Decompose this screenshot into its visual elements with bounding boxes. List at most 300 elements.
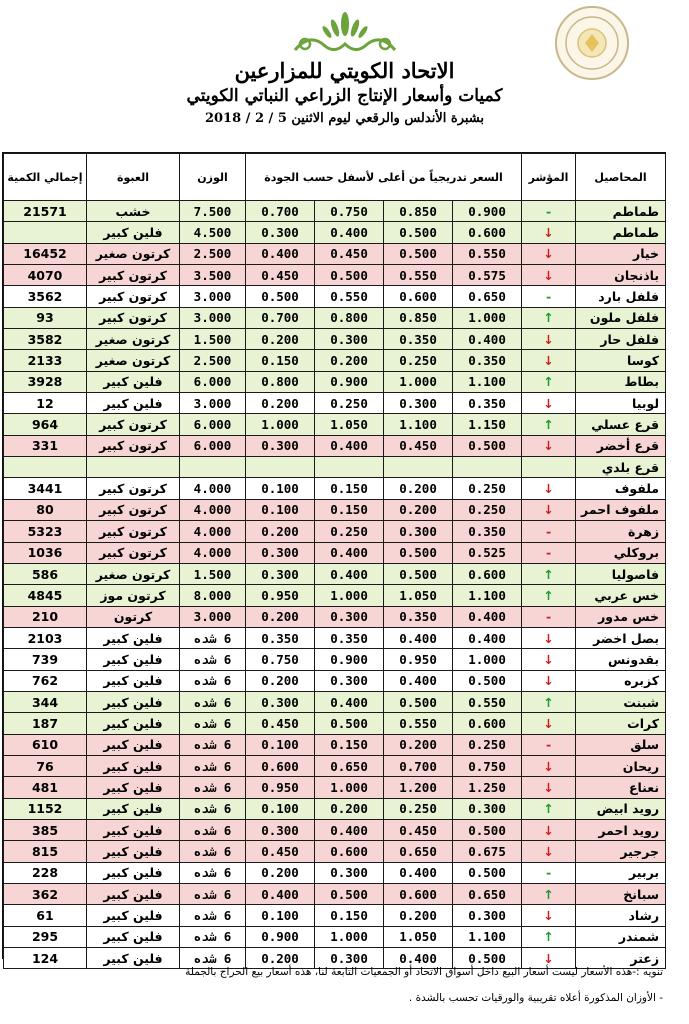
cell-weight: 6 شده — [180, 713, 246, 734]
cell-weight: 6.000 — [180, 371, 246, 392]
cell-price-4: 0.200 — [246, 948, 315, 969]
table-header-row — [4, 154, 666, 201]
cell-crop: ملفوف — [576, 478, 666, 499]
cell-price-2: 0.950 — [384, 649, 453, 670]
cell-weight: 3.000 — [180, 286, 246, 307]
cell-price-1: 1.150 — [453, 414, 522, 435]
cell-weight: 6 شده — [180, 841, 246, 862]
cell-price-1: 0.250 — [453, 499, 522, 520]
cell-price-4: 0.900 — [246, 926, 315, 947]
cell-total-quantity: 210 — [4, 606, 87, 627]
cell-crop: قرع بلدي — [576, 457, 666, 478]
cell-weight: 6 شده — [180, 734, 246, 755]
cell-indicator: ↑ — [522, 798, 576, 819]
cell-crop: قرع أخضر — [576, 435, 666, 456]
cell-price-1: 0.600 — [453, 713, 522, 734]
cell-total-quantity — [4, 222, 87, 243]
cell-weight: 4.500 — [180, 222, 246, 243]
cell-price-2: 0.550 — [384, 265, 453, 286]
cell-price-3: 0.450 — [315, 243, 384, 264]
price-table — [3, 153, 666, 969]
cell-crop: ملفوف احمر — [576, 499, 666, 520]
cell-price-1: 1.100 — [453, 926, 522, 947]
cell-price-4: 0.100 — [246, 798, 315, 819]
cell-weight: 6 شده — [180, 777, 246, 798]
cell-price-2: 0.500 — [384, 542, 453, 563]
cell-price-1: 0.400 — [453, 329, 522, 350]
table-row — [4, 755, 666, 776]
cell-price-1: 0.350 — [453, 350, 522, 371]
cell-weight: 6 شده — [180, 798, 246, 819]
cell-crop: بصل اخضر — [576, 627, 666, 648]
cell-weight: 6 شده — [180, 926, 246, 947]
cell-price-1: 0.750 — [453, 755, 522, 776]
cell-weight: 6 شده — [180, 905, 246, 926]
cell-price-4: 0.200 — [246, 606, 315, 627]
cell-weight: 6.000 — [180, 435, 246, 456]
cell-crop: فلفل بارد — [576, 286, 666, 307]
cell-price-2: 0.500 — [384, 243, 453, 264]
cell-crop: بروكلي — [576, 542, 666, 563]
cell-indicator: - — [522, 201, 576, 222]
cell-price-4: 0.300 — [246, 819, 315, 840]
cell-total-quantity: 3582 — [4, 329, 87, 350]
cell-indicator: - — [522, 734, 576, 755]
table-row — [4, 884, 666, 905]
cell-package: فلين كبير — [87, 948, 180, 969]
cell-price-4: 0.100 — [246, 905, 315, 926]
cell-weight: 1.500 — [180, 563, 246, 584]
cell-price-2: 0.300 — [384, 393, 453, 414]
cell-package: كرتون كبير — [87, 542, 180, 563]
cell-price-4: 0.100 — [246, 734, 315, 755]
cell-price-2: 0.500 — [384, 691, 453, 712]
cell-price-3: 0.900 — [315, 649, 384, 670]
cell-indicator: - — [522, 606, 576, 627]
cell-package: كرتون كبير — [87, 521, 180, 542]
header-indicator: المؤشر — [522, 154, 576, 201]
table-row — [4, 478, 666, 499]
cell-price-1: 0.300 — [453, 905, 522, 926]
cell-package: فلين كبير — [87, 371, 180, 392]
cell-price-2: 0.450 — [384, 819, 453, 840]
cell-price-1: 0.550 — [453, 691, 522, 712]
cell-price-2 — [384, 457, 453, 478]
table-row — [4, 286, 666, 307]
cell-crop: رويد ابيض — [576, 798, 666, 819]
cell-total-quantity: 610 — [4, 734, 87, 755]
cell-price-3: 0.200 — [315, 350, 384, 371]
cell-total-quantity: 739 — [4, 649, 87, 670]
cell-price-2: 0.850 — [384, 307, 453, 328]
cell-price-2: 0.200 — [384, 478, 453, 499]
table-row — [4, 691, 666, 712]
cell-crop: فلفل حار — [576, 329, 666, 350]
cell-indicator: ↓ — [522, 713, 576, 734]
cell-price-4: 0.750 — [246, 649, 315, 670]
cell-price-3: 0.500 — [315, 713, 384, 734]
cell-price-2: 0.850 — [384, 201, 453, 222]
cell-package: فلين كبير — [87, 691, 180, 712]
cell-indicator: - — [522, 286, 576, 307]
cell-price-3: 0.400 — [315, 542, 384, 563]
cell-price-4: 0.150 — [246, 350, 315, 371]
cell-package: فلين كبير — [87, 734, 180, 755]
cell-weight: 8.000 — [180, 585, 246, 606]
cell-crop: رويد احمر — [576, 819, 666, 840]
cell-price-2: 0.600 — [384, 286, 453, 307]
cell-price-4: 0.700 — [246, 307, 315, 328]
cell-total-quantity: 762 — [4, 670, 87, 691]
cell-price-2: 0.600 — [384, 884, 453, 905]
cell-package: فلين كبير — [87, 798, 180, 819]
cell-package: كرتون — [87, 606, 180, 627]
cell-price-1: 0.675 — [453, 841, 522, 862]
cell-package: خشب — [87, 201, 180, 222]
table-row — [4, 606, 666, 627]
cell-weight: 6 شده — [180, 948, 246, 969]
cell-price-1: 0.500 — [453, 670, 522, 691]
cell-weight: 4.000 — [180, 542, 246, 563]
cell-total-quantity — [4, 457, 87, 478]
cell-package: كرتون كبير — [87, 286, 180, 307]
cell-price-2: 0.550 — [384, 713, 453, 734]
cell-indicator: ↑ — [522, 926, 576, 947]
cell-package: كرتون صغير — [87, 563, 180, 584]
cell-price-3 — [315, 457, 384, 478]
cell-weight: 3.000 — [180, 606, 246, 627]
cell-price-4: 0.300 — [246, 542, 315, 563]
cell-price-2: 1.050 — [384, 926, 453, 947]
cell-price-2: 0.350 — [384, 329, 453, 350]
cell-total-quantity: 964 — [4, 414, 87, 435]
cell-price-2: 0.300 — [384, 521, 453, 542]
cell-price-3: 0.250 — [315, 393, 384, 414]
cell-price-2: 0.200 — [384, 905, 453, 926]
table-row — [4, 926, 666, 947]
cell-price-1: 0.900 — [453, 201, 522, 222]
cell-package: كرتون كبير — [87, 307, 180, 328]
cell-price-1: 1.250 — [453, 777, 522, 798]
cell-crop: فلفل ملون — [576, 307, 666, 328]
cell-price-1: 0.600 — [453, 563, 522, 584]
cell-indicator: ↑ — [522, 307, 576, 328]
cell-crop: كرات — [576, 713, 666, 734]
table-row — [4, 521, 666, 542]
table-row — [4, 627, 666, 648]
cell-price-4: 0.800 — [246, 371, 315, 392]
cell-price-3: 0.500 — [315, 884, 384, 905]
cell-price-4: 0.100 — [246, 499, 315, 520]
cell-total-quantity: 344 — [4, 691, 87, 712]
cell-price-4 — [246, 457, 315, 478]
cell-package: كرتون كبير — [87, 478, 180, 499]
cell-price-2: 1.200 — [384, 777, 453, 798]
table-row — [4, 713, 666, 734]
table-row — [4, 798, 666, 819]
cell-indicator: ↑ — [522, 414, 576, 435]
cell-package: كرتون كبير — [87, 499, 180, 520]
cell-price-4: 0.300 — [246, 691, 315, 712]
table-row — [4, 649, 666, 670]
cell-price-1: 1.000 — [453, 307, 522, 328]
cell-total-quantity: 2103 — [4, 627, 87, 648]
cell-weight: 1.500 — [180, 329, 246, 350]
cell-crop: سبانخ — [576, 884, 666, 905]
cell-indicator: ↓ — [522, 499, 576, 520]
cell-crop: سلق — [576, 734, 666, 755]
cell-package: فلين كبير — [87, 905, 180, 926]
cell-price-4: 0.200 — [246, 393, 315, 414]
cell-package: فلين كبير — [87, 819, 180, 840]
cell-price-4: 0.950 — [246, 585, 315, 606]
cell-price-1: 0.500 — [453, 862, 522, 883]
cell-price-4: 0.400 — [246, 884, 315, 905]
table-row — [4, 350, 666, 371]
cell-indicator: ↑ — [522, 563, 576, 584]
table-row — [4, 563, 666, 584]
cell-crop: بقدونس — [576, 649, 666, 670]
table-row — [4, 499, 666, 520]
cell-crop: خيار — [576, 243, 666, 264]
table-row — [4, 905, 666, 926]
table-body — [4, 201, 666, 969]
cell-total-quantity: 5323 — [4, 521, 87, 542]
cell-total-quantity: 4070 — [4, 265, 87, 286]
cell-total-quantity: 1036 — [4, 542, 87, 563]
table-row — [4, 734, 666, 755]
header-package: العبوة — [87, 154, 180, 201]
cell-weight: 6 شده — [180, 819, 246, 840]
cell-indicator: ↓ — [522, 478, 576, 499]
cell-package: كرتون صغير — [87, 243, 180, 264]
cell-total-quantity: 76 — [4, 755, 87, 776]
cell-package: فلين كبير — [87, 777, 180, 798]
cell-weight: 4.000 — [180, 521, 246, 542]
cell-price-4: 0.200 — [246, 670, 315, 691]
cell-indicator: ↑ — [522, 371, 576, 392]
table-row — [4, 542, 666, 563]
cell-total-quantity: 815 — [4, 841, 87, 862]
cell-price-3: 0.750 — [315, 201, 384, 222]
cell-total-quantity: 1152 — [4, 798, 87, 819]
cell-price-1: 0.500 — [453, 819, 522, 840]
header-crop: المحاصيل — [576, 154, 666, 201]
cell-price-3: 0.300 — [315, 329, 384, 350]
cell-price-3: 0.400 — [315, 819, 384, 840]
cell-price-3: 0.400 — [315, 691, 384, 712]
cell-weight: 7.500 — [180, 201, 246, 222]
cell-weight: 3.000 — [180, 307, 246, 328]
cell-total-quantity: 331 — [4, 435, 87, 456]
cell-weight: 3.500 — [180, 265, 246, 286]
cell-package: كرتون موز — [87, 585, 180, 606]
cell-indicator: ↓ — [522, 755, 576, 776]
cell-crop: باذنجان — [576, 265, 666, 286]
cell-total-quantity: 2133 — [4, 350, 87, 371]
cell-crop: زهرة — [576, 521, 666, 542]
cell-crop: زعتر — [576, 948, 666, 969]
cell-price-1: 0.525 — [453, 542, 522, 563]
cell-crop: طماطم — [576, 201, 666, 222]
cell-price-4: 0.350 — [246, 627, 315, 648]
cell-price-4: 1.000 — [246, 414, 315, 435]
cell-package — [87, 457, 180, 478]
cell-indicator: ↓ — [522, 819, 576, 840]
cell-weight: 3.000 — [180, 393, 246, 414]
table-row — [4, 585, 666, 606]
cell-price-2: 0.200 — [384, 499, 453, 520]
cell-total-quantity: 12 — [4, 393, 87, 414]
cell-package: فلين كبير — [87, 222, 180, 243]
table-row — [4, 201, 666, 222]
cell-weight: 6 شده — [180, 884, 246, 905]
cell-price-2: 0.450 — [384, 435, 453, 456]
cell-price-2: 0.650 — [384, 841, 453, 862]
cell-price-3: 0.300 — [315, 670, 384, 691]
cell-indicator: ↓ — [522, 222, 576, 243]
cell-price-1: 1.100 — [453, 585, 522, 606]
cell-price-3: 1.000 — [315, 926, 384, 947]
cell-weight: 6 شده — [180, 627, 246, 648]
cell-total-quantity: 16452 — [4, 243, 87, 264]
cell-package: فلين كبير — [87, 670, 180, 691]
cell-package: فلين كبير — [87, 926, 180, 947]
cell-crop: بربير — [576, 862, 666, 883]
cell-price-3: 0.300 — [315, 606, 384, 627]
cell-price-2: 0.250 — [384, 350, 453, 371]
cell-price-4: 0.200 — [246, 521, 315, 542]
table-row — [4, 457, 666, 478]
cell-price-4: 0.200 — [246, 329, 315, 350]
cell-package: فلين كبير — [87, 862, 180, 883]
cell-total-quantity: 481 — [4, 777, 87, 798]
cell-price-4: 0.600 — [246, 755, 315, 776]
cell-price-4: 0.450 — [246, 265, 315, 286]
cell-price-2: 1.100 — [384, 414, 453, 435]
cell-indicator: - — [522, 862, 576, 883]
cell-price-3: 0.400 — [315, 222, 384, 243]
cell-price-1: 0.500 — [453, 948, 522, 969]
cell-indicator: ↓ — [522, 649, 576, 670]
cell-price-3: 0.300 — [315, 862, 384, 883]
cell-price-2: 0.350 — [384, 606, 453, 627]
table-row — [4, 371, 666, 392]
cell-indicator: - — [522, 521, 576, 542]
cell-price-3: 1.000 — [315, 585, 384, 606]
cell-price-4: 0.450 — [246, 713, 315, 734]
cell-crop: لوبيا — [576, 393, 666, 414]
cell-price-3: 0.500 — [315, 265, 384, 286]
cell-weight: 6 شده — [180, 670, 246, 691]
cell-crop: كزبره — [576, 670, 666, 691]
cell-price-3: 0.300 — [315, 948, 384, 969]
report-subtitle: كميات وأسعار الإنتاج الزراعي النباتي الكويتي — [186, 86, 503, 106]
cell-total-quantity: 228 — [4, 862, 87, 883]
cell-total-quantity: 3562 — [4, 286, 87, 307]
footnote-disclaimer: تنويه :-هذه الأسعار ليست أسعار البيع داخل أسواق الاتحاد أو الجمعيات التابعة لنا، هذه أسعار بيع الحراج بالجملة — [185, 966, 663, 978]
cell-indicator: ↓ — [522, 350, 576, 371]
cell-crop: شمندر — [576, 926, 666, 947]
cell-price-1: 0.400 — [453, 627, 522, 648]
table-row — [4, 819, 666, 840]
cell-price-3: 0.600 — [315, 841, 384, 862]
cell-price-1: 0.650 — [453, 286, 522, 307]
report-header — [0, 0, 689, 150]
cell-price-4: 0.300 — [246, 222, 315, 243]
cell-weight: 4.000 — [180, 478, 246, 499]
cell-total-quantity: 362 — [4, 884, 87, 905]
table-row — [4, 329, 666, 350]
table-row — [4, 841, 666, 862]
cell-total-quantity: 586 — [4, 563, 87, 584]
cell-price-3: 1.050 — [315, 414, 384, 435]
cell-price-4: 0.100 — [246, 478, 315, 499]
cell-indicator: ↓ — [522, 670, 576, 691]
cell-price-1: 1.000 — [453, 649, 522, 670]
cell-package: فلين كبير — [87, 841, 180, 862]
cell-weight: 6 شده — [180, 755, 246, 776]
cell-total-quantity: 93 — [4, 307, 87, 328]
cell-price-4: 0.500 — [246, 286, 315, 307]
table-row — [4, 414, 666, 435]
cell-total-quantity: 295 — [4, 926, 87, 947]
cell-indicator: ↓ — [522, 948, 576, 969]
cell-indicator: ↓ — [522, 905, 576, 926]
cell-price-4: 0.300 — [246, 563, 315, 584]
table-row — [4, 222, 666, 243]
cell-price-2: 0.400 — [384, 862, 453, 883]
cell-crop: كوسا — [576, 350, 666, 371]
org-name: الاتحاد الكويتي للمزارعين — [234, 58, 455, 83]
cell-price-1: 0.350 — [453, 521, 522, 542]
cell-price-1: 0.250 — [453, 734, 522, 755]
cell-total-quantity: 4845 — [4, 585, 87, 606]
cell-weight — [180, 457, 246, 478]
cell-total-quantity: 21571 — [4, 201, 87, 222]
cell-total-quantity: 80 — [4, 499, 87, 520]
cell-price-3: 0.150 — [315, 478, 384, 499]
cell-price-4: 0.450 — [246, 841, 315, 862]
cell-price-3: 0.550 — [315, 286, 384, 307]
cell-crop: ريحان — [576, 755, 666, 776]
cell-package: كرتون كبير — [87, 435, 180, 456]
cell-price-2: 0.500 — [384, 563, 453, 584]
cell-package: فلين كبير — [87, 755, 180, 776]
cell-crop: خس عربي — [576, 585, 666, 606]
cell-price-1: 0.550 — [453, 243, 522, 264]
cell-price-2: 0.400 — [384, 948, 453, 969]
table-row — [4, 435, 666, 456]
cell-price-3: 0.150 — [315, 734, 384, 755]
cell-crop: جرجير — [576, 841, 666, 862]
header-total-quantity: إجمالي الكمية — [4, 154, 87, 201]
cell-price-3: 0.200 — [315, 798, 384, 819]
cell-price-2: 0.500 — [384, 222, 453, 243]
cell-price-2: 0.250 — [384, 798, 453, 819]
report-date: بشبرة الأندلس والرقعي ليوم الاثنين 5 / 2 / 2018 — [204, 111, 485, 126]
cell-price-1: 0.575 — [453, 265, 522, 286]
cell-price-2: 0.700 — [384, 755, 453, 776]
cell-package: فلين كبير — [87, 393, 180, 414]
table-row — [4, 307, 666, 328]
cell-price-3: 0.800 — [315, 307, 384, 328]
cell-price-3: 0.400 — [315, 435, 384, 456]
cell-price-1: 0.600 — [453, 222, 522, 243]
cell-weight: 6 شده — [180, 649, 246, 670]
cell-price-1: 0.500 — [453, 435, 522, 456]
cell-price-3: 0.650 — [315, 755, 384, 776]
